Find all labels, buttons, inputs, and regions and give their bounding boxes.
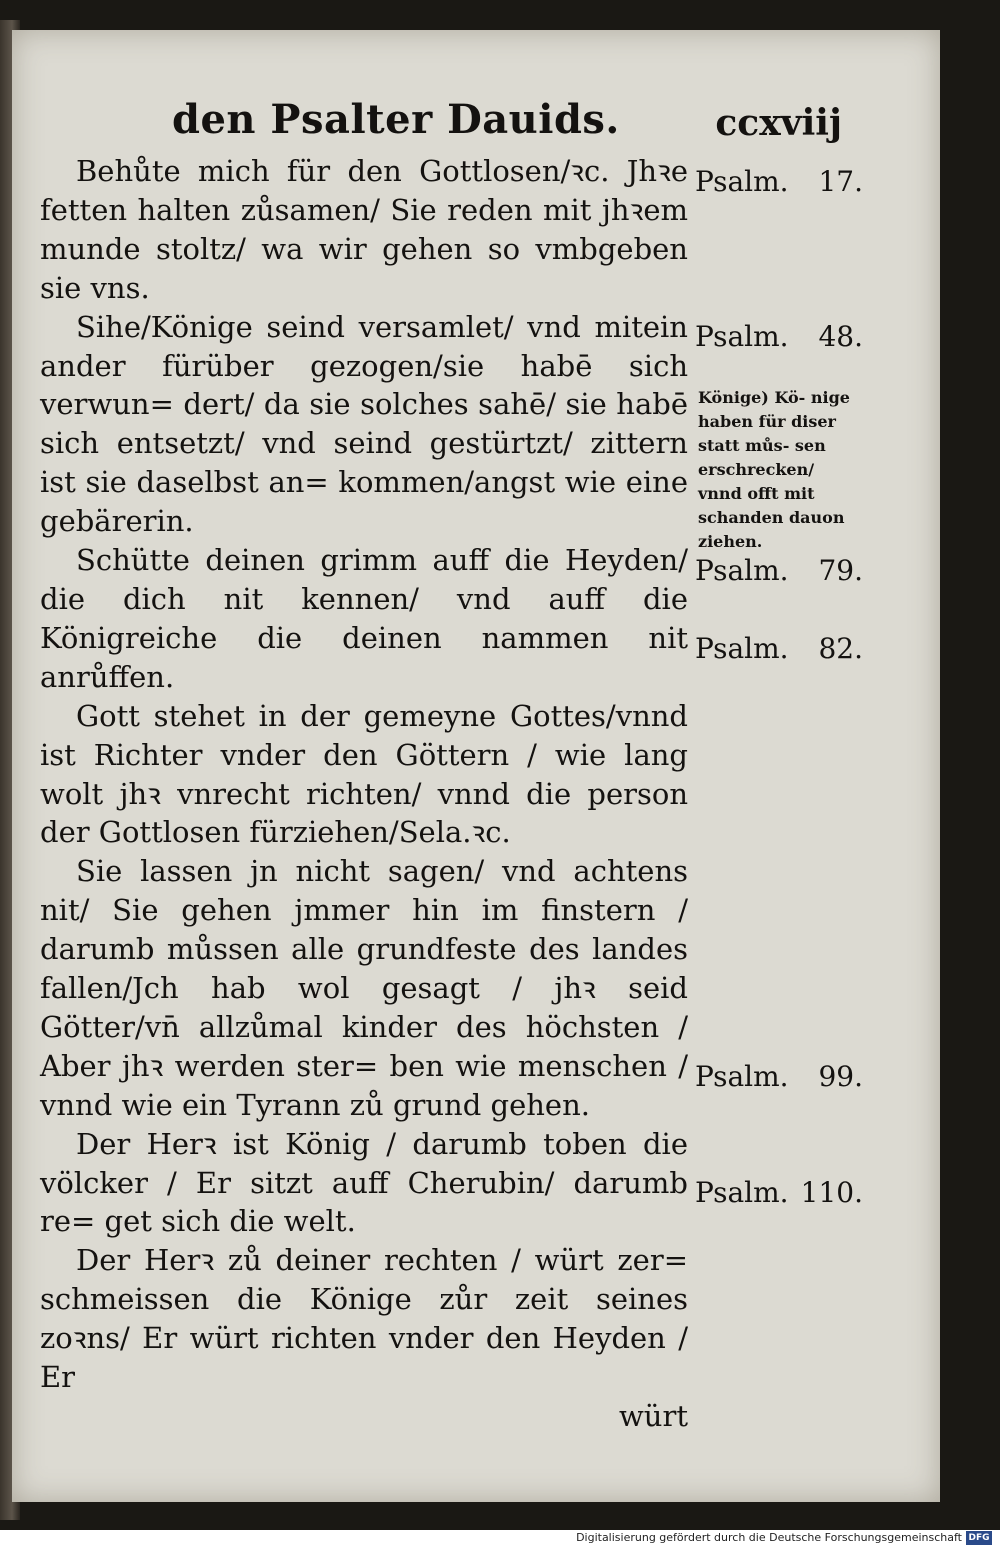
- margin-ref-psalm-48: [695, 320, 863, 353]
- margin-ref-label: Psalm.: [695, 632, 789, 665]
- margin-ref-label: Psalm.: [695, 1060, 789, 1093]
- margin-ref-psalm-79: [695, 554, 863, 587]
- margin-ref-number: 48.: [818, 320, 863, 353]
- paragraph-psalm-110: Der Herꝛ zů deiner rechten / würt zer= schmeissen die Könige zůr zeit seines zoꝛns/ Er würt richten vnder den Heyden / Er: [40, 1243, 688, 1395]
- paragraph-psalm-99: Der Herꝛ ist König / darumb toben die völcker / Er sitzt auff Cherubin/ darumb re= get sich die welt.: [40, 1126, 688, 1239]
- margin-ref-label: Psalm.: [695, 554, 789, 587]
- margin-ref-number: 99.: [818, 1060, 863, 1093]
- paragraph-psalm-79: Schütte deinen grimm auff die Heyden/ die dich nit kennen/ vnd auff die Königreiche die deinen nammen nit anrůffen.: [40, 543, 688, 694]
- margin-ref-psalm-82: [695, 632, 863, 665]
- margin-note-koenige: Könige) Kö- nige haben für diser statt můs- sen erschrecken/ vnnd offt mit schanden dauon ziehen.: [698, 388, 850, 551]
- margin-ref-psalm-99: [695, 1060, 863, 1093]
- paragraph-psalm-48: Sihe/Könige seind versamlet/ vnd mitein ander fürüber gezogen/sie habē sich verwun= dert/ da sie solches sahē/ sie habē sich entsetzt/ vnd seind gestürtzt/ zittern ist sie daselbst an= kommen/angst wie eine gebärerin.: [40, 309, 688, 539]
- margin-ref-label: Psalm.: [695, 1176, 789, 1209]
- margin-ref-number: 110.: [800, 1176, 863, 1209]
- margin-ref-psalm-110: [695, 1176, 863, 1209]
- margin-ref-label: Psalm.: [695, 320, 789, 353]
- body-text: [40, 152, 688, 1436]
- dfg-logo: DFG: [966, 1531, 992, 1545]
- paragraph-psalm-82-cont: Sie lassen jn nicht sagen/ vnd achtens nit/ Sie gehen jmmer hin im finstern / darumb můssen alle grundfeste des landes fallen/Jch hab wol gesagt / jhꝛ seid Götter/vn̄ allzůmal kinder des höchsten / Aber jhꝛ werden ster= ben wie menschen / vnnd wie ein Tyrann zů grund gehen.: [40, 854, 688, 1122]
- margin-ref-psalm-17: [695, 165, 863, 198]
- folio-number: ccxviij: [715, 102, 842, 144]
- margin-ref-number: 17.: [818, 165, 863, 198]
- running-head: den Psalter Dauids.: [172, 96, 620, 143]
- funding-credit: Digitalisierung gefördert durch die Deutsche Forschungsgemeinschaft: [576, 1531, 962, 1544]
- catchword: würt: [618, 1399, 688, 1433]
- paragraph-psalm-17: Behůte mich für den Gottlosen/ꝛc. Jhꝛe fetten halten zůsamen/ Sie reden mit jhꝛem munde stoltz/ wa wir gehen so vmbgeben sie vns.: [40, 154, 688, 305]
- book-page: [12, 30, 940, 1502]
- margin-ref-label: Psalm.: [695, 165, 789, 198]
- margin-ref-number: 82.: [818, 632, 863, 665]
- margin-ref-number: 79.: [818, 554, 863, 587]
- paragraph-psalm-82: Gott stehet in der gemeyne Gottes/vnnd ist Richter vnder den Göttern / wie lang wolt jhꝛ vnrecht richten/ vnnd die person der Gottlosen fürziehen/Sela.ꝛc.: [40, 698, 688, 850]
